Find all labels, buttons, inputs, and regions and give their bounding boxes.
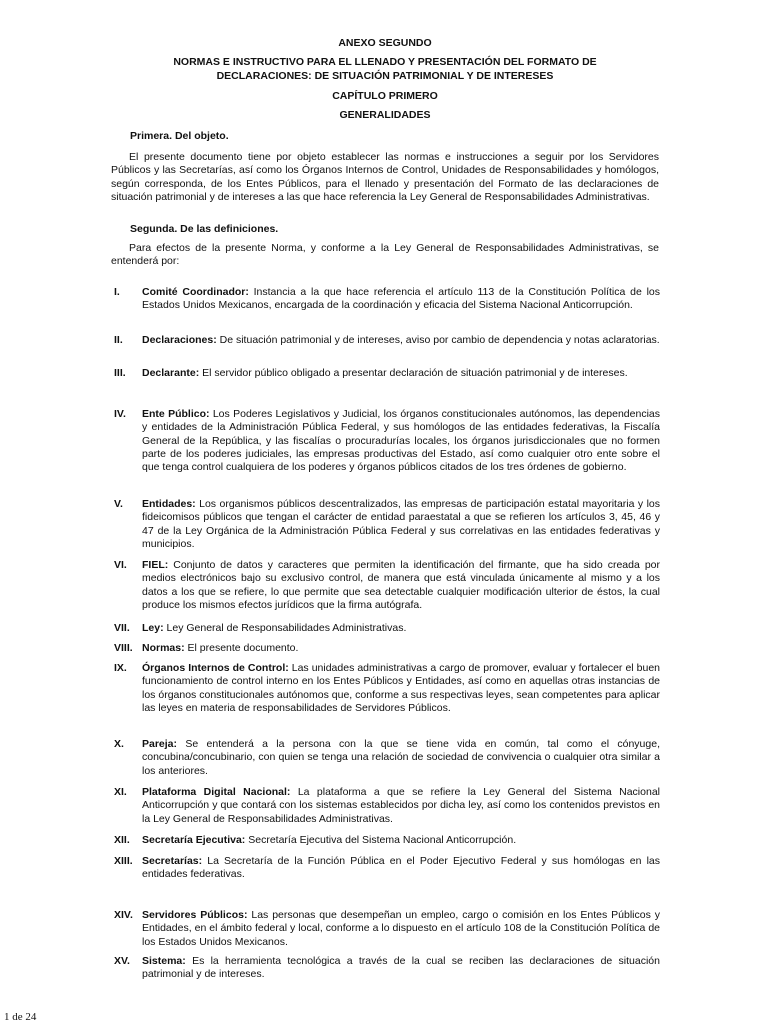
definition-item xyxy=(114,408,660,474)
section2-paragraph: Para efectos de la presente Norma, y conforme a la Ley General de Responsabilidades Administrativas, se entenderá por: xyxy=(111,242,659,268)
definition-term: Declaraciones: xyxy=(142,334,217,346)
definition-item xyxy=(114,738,660,778)
definition-term: Ente Público: xyxy=(142,408,210,420)
definition-text: La Secretaría de la Función Pública en el Poder Ejecutivo Federal y sus homólogas en las entidades federativas. xyxy=(142,855,660,881)
definition-term: Pareja: xyxy=(142,738,178,750)
definition-number: XII. xyxy=(114,834,130,846)
main-title-line1: NORMAS E INSTRUCTIVO PARA EL LLENADO Y PRESENTACIÓN DEL FORMATO DE xyxy=(173,56,597,68)
definition-item xyxy=(114,642,660,655)
definition-text: Los organismos públicos descentralizados, las empresas de participación estatal mayoritaria y los fideicomisos públicos que tengan el carácter de entidad paraestatal a que se refieren los artículos 3, 45, 46 y 47 de la Ley Orgánica de la Administración Pública Federal y sus correlativas en las entidades federativas y municipios. xyxy=(142,498,660,550)
definition-number: IX. xyxy=(114,662,127,674)
definition-item xyxy=(114,622,660,635)
annex-title: ANEXO SEGUNDO xyxy=(338,37,432,49)
definition-number: VI. xyxy=(114,559,127,571)
definition-text: De situación patrimonial y de intereses, aviso por cambio de dependencia y notas aclaratorias. xyxy=(216,334,660,346)
definition-text: Las unidades administrativas a cargo de promover, evaluar y fortalecer el buen funcionamiento de control interno en los Entes Públicos y Entidades, así como en aquellas otras instancias de los órganos constitucionales autónomos que, conforme a sus respectivas leyes, sean competentes para aplicar las leyes en materia de responsabilidades de Servidores Públicos. xyxy=(142,662,660,714)
definition-term: Comité Coordinador: xyxy=(142,286,249,298)
definition-term: Normas: xyxy=(142,642,185,654)
definition-item xyxy=(114,909,660,949)
definition-item xyxy=(114,334,660,347)
chapter-subtitle: GENERALIDADES xyxy=(339,109,431,121)
page-number: 1 de 24 xyxy=(4,1011,37,1023)
definition-number: IV. xyxy=(114,408,126,420)
definition-item xyxy=(114,662,660,715)
definition-number: VII. xyxy=(114,622,130,634)
definition-term: Plataforma Digital Nacional: xyxy=(142,786,291,798)
definition-term: Secretaría Ejecutiva: xyxy=(142,834,246,846)
definition-item xyxy=(114,498,660,551)
main-title-line2: DECLARACIONES: DE SITUACIÓN PATRIMONIAL Y DE INTERESES xyxy=(216,70,554,82)
definition-number: XI. xyxy=(114,786,127,798)
definition-number: X. xyxy=(114,738,124,750)
chapter-title: CAPÍTULO PRIMERO xyxy=(332,90,438,102)
definition-term: FIEL: xyxy=(142,559,169,571)
definition-text: Instancia a la que hace referencia el artículo 113 de la Constitución Política de los Estados Unidos Mexicanos, encargada de la coordinación y eficacia del Sistema Nacional Anticorrupción. xyxy=(142,286,660,312)
definition-number: III. xyxy=(114,367,126,379)
definition-item xyxy=(114,367,660,380)
definition-number: XIV. xyxy=(114,909,133,921)
section2-heading: Segunda. De las definiciones. xyxy=(130,223,279,235)
definition-number: XIII. xyxy=(114,855,133,867)
definition-number: I. xyxy=(114,286,120,298)
definition-item xyxy=(114,855,660,882)
definition-number: V. xyxy=(114,498,123,510)
definition-item xyxy=(114,955,660,982)
section1-paragraph: El presente documento tiene por objeto establecer las normas e instrucciones a seguir por los Servidores Públicos y las Secretarías, así como los Órganos Internos de Control, Unidades de Responsabilidades y homólogos, según corresponda, de los Entes Públicos, para el llenado y presentación del Formato de las declaraciones de situación patrimonial y de intereses a las que hace referencia la Ley General de Responsabilidades Administrativas. xyxy=(111,151,659,203)
definition-text: Se entenderá a la persona con la que se tiene vida en común, tal como el cónyuge, concubina/concubinario, con quien se tenga una relación de sociedad de convivencia o cualquier otra similar a los anteriores. xyxy=(142,738,660,777)
definition-term: Declarante: xyxy=(142,367,200,379)
definition-number: II. xyxy=(114,334,123,346)
definition-term: Órganos Internos de Control: xyxy=(142,662,289,674)
definition-text: El presente documento. xyxy=(184,642,299,654)
section1-heading: Primera. Del objeto. xyxy=(130,130,229,142)
definition-text: Secretaría Ejecutiva del Sistema Nacional Anticorrupción. xyxy=(245,834,517,846)
definition-item xyxy=(114,559,660,612)
definition-term: Entidades: xyxy=(142,498,196,510)
definition-number: XV. xyxy=(114,955,130,967)
definition-term: Servidores Públicos: xyxy=(142,909,248,921)
definition-text: El servidor público obligado a presentar declaración de situación patrimonial y de intereses. xyxy=(199,367,628,379)
definition-item xyxy=(114,834,660,847)
definition-term: Ley: xyxy=(142,622,164,634)
definition-text: Es la herramienta tecnológica a través de la cual se reciben las declaraciones de situación patrimonial y de intereses. xyxy=(142,955,660,981)
definition-text: Ley General de Responsabilidades Administrativas. xyxy=(163,622,407,634)
definition-text: Los Poderes Legislativos y Judicial, los órganos constitucionales autónomos, las dependencias y entidades de la Administración Pública Federal, y sus homólogos de las entidades federativas, la Fiscalía General de la República, y las fiscalías o procuradurías locales, los órganos jurisdiccionales que no formen parte de los poderes judiciales, las empresas productivas del Estado, así como cualquier otro ente sobre el que tenga control cualquiera de los poderes y órganos públicos citados de los tres órdenes de gobierno. xyxy=(142,408,661,474)
definition-number: VIII. xyxy=(114,642,133,654)
definition-term: Secretarías: xyxy=(142,855,203,867)
definition-text: Las personas que desempeñan un empleo, cargo o comisión en los Entes Públicos y Entidades, en el ámbito federal y local, conforme a lo dispuesto en el artículo 108 de la Constitución Política de los Estados Unidos Mexicanos. xyxy=(142,909,660,948)
definition-item xyxy=(114,286,660,313)
definition-item xyxy=(114,786,660,826)
definition-text: Conjunto de datos y caracteres que permiten la identificación del firmante, que ha sido creada por medios electrónicos bajo su exclusivo control, de manera que está vinculada únicamente al mismo y a los datos a los que se refiere, lo que permite que sea detectable cualquier modificación ulterior de éstos, la cual produce los mismos efectos jurídicos que la firma autógrafa. xyxy=(142,559,660,611)
definition-text: La plataforma a que se refiere la Ley General del Sistema Nacional Anticorrupción y que contará con los sistemas establecidos por dicha ley, así como los contenidos previstos en la Ley General de Responsabilidades Administrativas. xyxy=(142,786,660,825)
definition-term: Sistema: xyxy=(142,955,186,967)
